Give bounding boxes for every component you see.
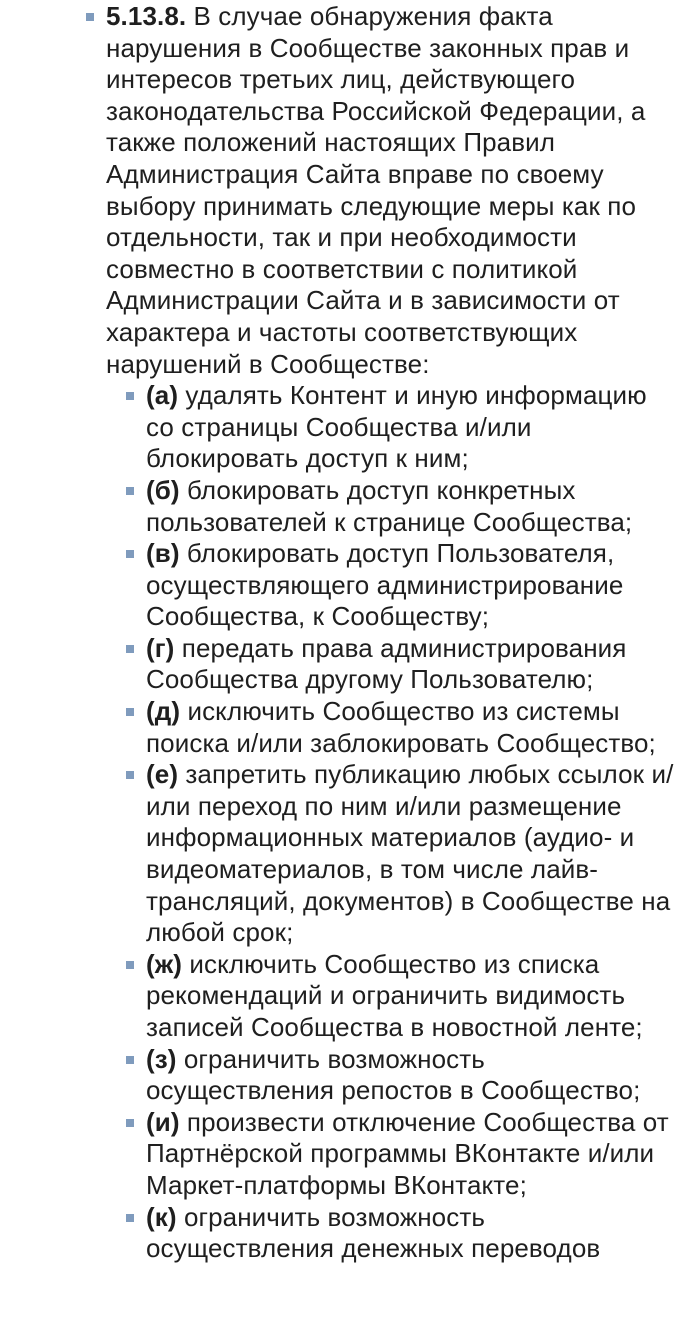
- item-letter: (е): [146, 759, 179, 790]
- square-bullet-icon: [126, 1119, 134, 1127]
- item-letter: (д): [146, 696, 181, 727]
- item-letter: (б): [146, 474, 180, 505]
- item-letter: (г): [146, 632, 175, 663]
- list-item: [106, 696, 686, 759]
- list-item: [106, 633, 686, 696]
- list-item: [106, 949, 686, 1044]
- square-bullet-icon: [126, 961, 134, 969]
- item-text: исключить Сообщество из системы поиска и/или заблокировать Сообщество;: [146, 696, 656, 758]
- item-letter: (и): [146, 1106, 180, 1137]
- item-text: произвести отключение Сообщества от Партнёрской программы ВКонтакте и/или Маркет-платформы ВКонтакте;: [146, 1106, 669, 1200]
- item-letter: (з): [146, 1043, 177, 1074]
- square-bullet-icon: [126, 1214, 134, 1222]
- clause-number: 5.13.8.: [106, 1, 187, 31]
- item-text: исключить Сообщество из списка рекомендаций и ограничить видимость записей Сообщества в новостной ленте;: [146, 948, 643, 1042]
- item-text: запретить публикацию любых ссылок и/или переход по ним и/или размещение информационных материалов (аудио- и видеоматериалов, в том числе лайв-трансляций, документов) в Сообществе на любой срок;: [146, 759, 674, 948]
- square-bullet-icon: [126, 550, 134, 558]
- item-letter: (к): [146, 1201, 177, 1232]
- item-text: блокировать доступ конкретных пользователей к странице Сообщества;: [146, 474, 633, 537]
- list-item: [106, 1044, 686, 1107]
- item-letter: (а): [146, 380, 179, 411]
- clause-text: В случае обнаружения факта нарушения в Сообществе законных прав и интересов третьих лиц, действующего законодательства Российской Федерации, а также положений настоящих Правил Администрация Сайта вправе по своему выбору принимать следующие меры как по отдельности, так и при необходимости совместно в соответствии с политикой Администрации Сайта и в зависимости от характера и частоты соответствующих нарушений в Сообществе:: [106, 1, 646, 379]
- square-bullet-icon: [126, 708, 134, 716]
- item-text: ограничить возможность осуществления денежных переводов: [146, 1201, 601, 1264]
- list-item: [106, 1202, 686, 1265]
- list-item: [106, 1107, 686, 1202]
- list-item: [106, 380, 686, 475]
- list-item: [106, 475, 686, 538]
- item-letter: (ж): [146, 948, 183, 979]
- measures-list: [106, 380, 686, 1265]
- list-item: [106, 759, 686, 949]
- square-bullet-icon: [126, 487, 134, 495]
- item-text: ограничить возможность осуществления репостов в Сообщество;: [146, 1043, 641, 1106]
- square-bullet-icon: [86, 13, 94, 21]
- square-bullet-icon: [126, 392, 134, 400]
- item-text: передать права администрирования Сообщества другому Пользователю;: [146, 632, 627, 695]
- item-text: блокировать доступ Пользователя, осуществляющего администрирование Сообщества, к Сообществу;: [146, 538, 624, 632]
- square-bullet-icon: [126, 771, 134, 779]
- item-text: удалять Контент и иную информацию со страницы Сообщества и/или блокировать доступ к ним;: [146, 380, 647, 474]
- item-letter: (в): [146, 538, 180, 569]
- clause-5-13-8: [0, 1, 700, 1265]
- square-bullet-icon: [126, 1056, 134, 1064]
- list-item: [106, 538, 686, 633]
- square-bullet-icon: [126, 645, 134, 653]
